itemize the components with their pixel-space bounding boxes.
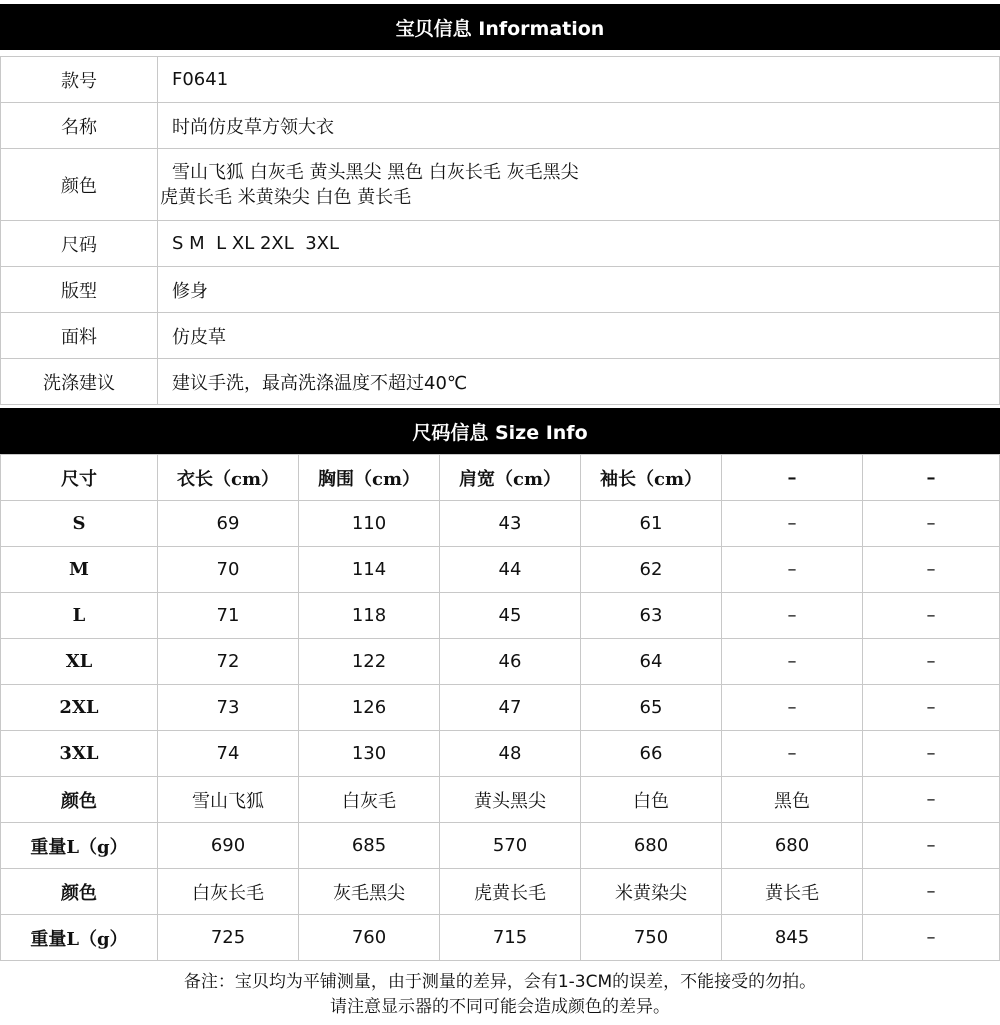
size-table-cell: 72	[158, 639, 299, 685]
size-table	[0, 454, 1000, 961]
note-line1: 备注：宝贝均为平铺测量，由于测量的差异，会有1-3CM的误差，不能接受的勿拍。	[183, 972, 817, 992]
size-table-cell: –	[863, 593, 1000, 639]
size-table-row-label: 2XL	[1, 685, 158, 731]
size-table-cell: –	[863, 731, 1000, 777]
size-table-cell: 45	[440, 593, 581, 639]
size-table-header-cell: –	[722, 455, 863, 501]
info-row-fabric	[1, 313, 1000, 359]
size-table-cell: –	[863, 639, 1000, 685]
size-table-cell: 雪山飞狐	[158, 777, 299, 823]
size-label: 尺码	[1, 221, 158, 267]
size-table-cell: –	[863, 501, 1000, 547]
size-table-cell: –	[722, 547, 863, 593]
size-table-cell: 64	[581, 639, 722, 685]
size-table-cell: 725	[158, 915, 299, 961]
fit-value: 修身	[158, 267, 1000, 313]
info-row-style-no	[1, 57, 1000, 103]
info-row-name	[1, 103, 1000, 149]
size-table-cell: 114	[299, 547, 440, 593]
size-table-cell: 118	[299, 593, 440, 639]
name-value: 时尚仿皮草方领大衣	[158, 103, 1000, 149]
wash-label: 洗涤建议	[1, 359, 158, 405]
size-table-cell: 66	[581, 731, 722, 777]
size-table-cell: 43	[440, 501, 581, 547]
size-table-cell: 白色	[581, 777, 722, 823]
size-table-cell: –	[722, 639, 863, 685]
size-table-row-label: 颜色	[1, 777, 158, 823]
fabric-value: 仿皮草	[158, 313, 1000, 359]
size-table-cell: 126	[299, 685, 440, 731]
size-table-cell: 灰毛黑尖	[299, 869, 440, 915]
size-table-row	[1, 593, 1000, 639]
size-table-cell: 61	[581, 501, 722, 547]
size-table-row	[1, 501, 1000, 547]
size-table-cell: 73	[158, 685, 299, 731]
size-table-cell: –	[863, 823, 1000, 869]
size-table-cell: 130	[299, 731, 440, 777]
size-table-header-cell: 肩宽（cm）	[440, 455, 581, 501]
style-no-value: F0641	[158, 57, 1000, 103]
size-table-cell: 71	[158, 593, 299, 639]
size-table-cell: 845	[722, 915, 863, 961]
size-table-cell: –	[863, 547, 1000, 593]
size-table-cell: 74	[158, 731, 299, 777]
style-no-label: 款号	[1, 57, 158, 103]
size-table-cell: 虎黄长毛	[440, 869, 581, 915]
size-table-cell: 62	[581, 547, 722, 593]
fabric-label: 面料	[1, 313, 158, 359]
info-row-fit	[1, 267, 1000, 313]
size-table-cell: 685	[299, 823, 440, 869]
size-table-cell: 122	[299, 639, 440, 685]
info-row-size	[1, 221, 1000, 267]
size-table-cell: 白灰毛	[299, 777, 440, 823]
size-table-cell: 750	[581, 915, 722, 961]
info-row-wash	[1, 359, 1000, 405]
size-table-cell: 570	[440, 823, 581, 869]
size-table-cell: 70	[158, 547, 299, 593]
size-table-header-cell: 胸围（cm）	[299, 455, 440, 501]
size-table-cell: 69	[158, 501, 299, 547]
info-header: 宝贝信息 Information	[0, 4, 1000, 50]
size-table-cell: 44	[440, 547, 581, 593]
wash-value: 建议手洗，最高洗涤温度不超过40℃	[158, 359, 1000, 405]
size-table-cell: 46	[440, 639, 581, 685]
color-label: 颜色	[1, 149, 158, 221]
size-table-cell: 白灰长毛	[158, 869, 299, 915]
size-table-header-row	[1, 455, 1000, 501]
size-table-row-label: 重量L（g）	[1, 823, 158, 869]
size-table-cell: 黄长毛	[722, 869, 863, 915]
size-table-cell: 110	[299, 501, 440, 547]
size-table-row	[1, 547, 1000, 593]
size-table-cell: 63	[581, 593, 722, 639]
size-table-row-label: M	[1, 547, 158, 593]
color-value-line1: 雪山飞狐 白灰毛 黄头黑尖 黑色 白灰长毛 灰毛黑尖	[172, 161, 579, 183]
size-table-cell: 黑色	[722, 777, 863, 823]
size-table-row	[1, 823, 1000, 869]
size-table-row-label: L	[1, 593, 158, 639]
size-table-cell: 65	[581, 685, 722, 731]
color-value	[158, 149, 1000, 221]
size-table-cell: –	[863, 777, 1000, 823]
note	[0, 970, 1000, 1020]
size-table-cell: –	[722, 593, 863, 639]
size-table-row	[1, 639, 1000, 685]
size-table-cell: 690	[158, 823, 299, 869]
product-info-table	[0, 56, 1000, 405]
size-table-cell: –	[722, 731, 863, 777]
size-table-cell: 680	[722, 823, 863, 869]
size-table-cell: 680	[581, 823, 722, 869]
size-table-row-label: 颜色	[1, 869, 158, 915]
size-table-row-label: S	[1, 501, 158, 547]
size-table-cell: 47	[440, 685, 581, 731]
size-table-cell: 48	[440, 731, 581, 777]
size-table-row-label: 重量L（g）	[1, 915, 158, 961]
name-label: 名称	[1, 103, 158, 149]
info-row-color	[1, 149, 1000, 221]
size-table-row	[1, 731, 1000, 777]
fit-label: 版型	[1, 267, 158, 313]
size-table-row	[1, 869, 1000, 915]
size-table-cell: –	[722, 685, 863, 731]
size-table-cell: 黄头黑尖	[440, 777, 581, 823]
size-table-row	[1, 915, 1000, 961]
size-table-row-label: 3XL	[1, 731, 158, 777]
size-header: 尺码信息 Size Info	[0, 408, 1000, 454]
size-table-row-label: XL	[1, 639, 158, 685]
size-table-cell: –	[863, 869, 1000, 915]
size-table-row	[1, 777, 1000, 823]
size-table-row	[1, 685, 1000, 731]
size-table-header-cell: 衣长（cm）	[158, 455, 299, 501]
size-value: S M L XL 2XL 3XL	[158, 221, 1000, 267]
size-table-header-cell: 袖长（cm）	[581, 455, 722, 501]
note-line2: 请注意显示器的不同可能会造成颜色的差异。	[330, 997, 670, 1017]
color-value-line2: 虎黄长毛 米黄染尖 白色 黄长毛	[160, 186, 412, 208]
size-table-header-cell: 尺寸	[1, 455, 158, 501]
size-table-cell: 715	[440, 915, 581, 961]
size-table-cell: 米黄染尖	[581, 869, 722, 915]
size-table-cell: –	[863, 685, 1000, 731]
size-table-header-cell: –	[863, 455, 1000, 501]
size-table-cell: –	[863, 915, 1000, 961]
size-table-cell: –	[722, 501, 863, 547]
size-table-cell: 760	[299, 915, 440, 961]
